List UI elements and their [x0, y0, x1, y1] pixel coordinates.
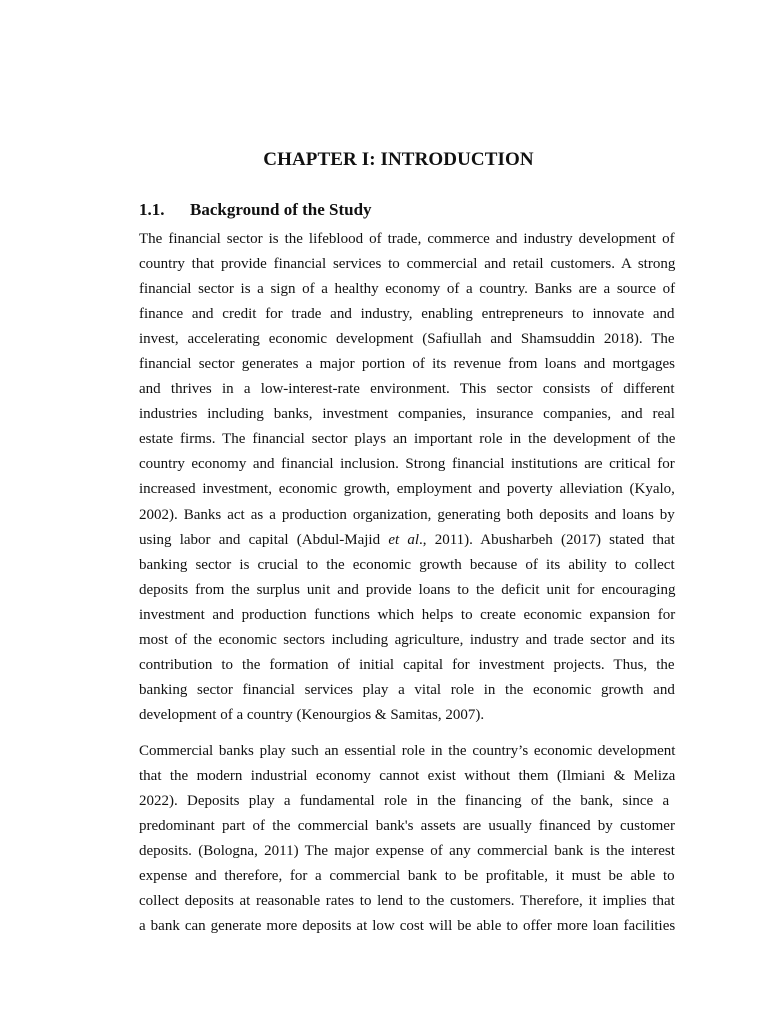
paragraph-line: collect deposits at reasonable rates to lend to the customers. Therefore, it implies that [139, 893, 675, 910]
paragraph-line: development of a country (Kenourgios & Samitas, 2007). [139, 706, 485, 723]
paragraph-line: deposits. (Bologna, 2011) The major expense of any commercial bank is the interest [139, 843, 675, 860]
citation-text: using labor and capital (Abdul-Majid [139, 531, 389, 548]
paragraph-line: The financial sector is the lifeblood of trade, commerce and industry development of [139, 231, 675, 247]
paragraph-line: country that provide financial services to commercial and retail customers. A strong [139, 256, 676, 273]
paragraph-line: financial sector is a sign of a healthy economy of a country. Banks are a source of [139, 281, 676, 298]
paragraph-line: that the modern industrial economy cannot exist without them (Ilmiani & Meliza [139, 768, 676, 785]
paragraph-line: industries including banks, investment companies, insurance companies, and real [139, 406, 675, 423]
section-heading [139, 200, 372, 220]
paragraph-2 [139, 739, 675, 939]
paragraph-line: invest, accelerating economic development (Safiullah and Shamsuddin 2018). The [139, 331, 675, 348]
paragraph-line: and thrives in a low-interest-rate environment. This sector consists of different [139, 381, 675, 398]
section-title: Background of the Study [190, 200, 372, 219]
paragraph-line: a bank can generate more deposits at low cost will be able to offer more loan facilities [139, 918, 676, 935]
citation-italic: et al [388, 531, 420, 548]
section-number: 1.1. [139, 200, 165, 219]
paragraph-line-with-citation [139, 528, 675, 553]
paragraph-line: predominant part of the commercial bank's assets are usually financed by customer [139, 818, 675, 835]
paragraph-line: finance and credit for trade and industry, enabling entrepreneurs to innovate and [139, 306, 675, 323]
paragraph-line: banking sector is crucial to the economic growth because of its ability to collect [139, 556, 675, 573]
paragraph-line: financial sector generates a major portion of its revenue from loans and mortgages [139, 356, 675, 373]
paragraph-line: investment and production functions which helps to create economic expansion for [139, 606, 676, 623]
paragraph-line: most of the economic sectors including agriculture, industry and trade sector and its [139, 631, 675, 648]
paragraph-line: increased investment, economic growth, employment and poverty alleviation (Kyalo, [139, 481, 675, 498]
citation-text-rest: ., 2011). Abusharbeh (2017) stated that [419, 531, 675, 548]
paragraph-line: estate firms. The financial sector plays an important role in the development of the [139, 431, 676, 448]
paragraph-line: 2002). Banks act as a production organization, generating both deposits and loans by [139, 506, 675, 523]
paragraph-line: banking sector financial services play a vital role in the economic growth and [139, 681, 675, 698]
paragraph-line: Commercial banks play such an essential role in the country’s economic development [139, 743, 676, 759]
paragraph-1 [139, 227, 675, 728]
paragraph-line: 2022). Deposits play a fundamental role in the financing of the bank, since a [139, 793, 670, 810]
paragraph-line: expense and therefore, for a commercial bank to be profitable, it must be able to [139, 868, 675, 885]
paragraph-line: country economy and financial inclusion. Strong financial institutions are critical for [139, 456, 675, 473]
chapter-title: CHAPTER I: INTRODUCTION [263, 149, 534, 170]
paragraph-line: contribution to the formation of initial capital for investment projects. Thus, the [139, 656, 675, 673]
paragraph-line: deposits from the surplus unit and provide loans to the deficit unit for encouraging [139, 581, 676, 598]
